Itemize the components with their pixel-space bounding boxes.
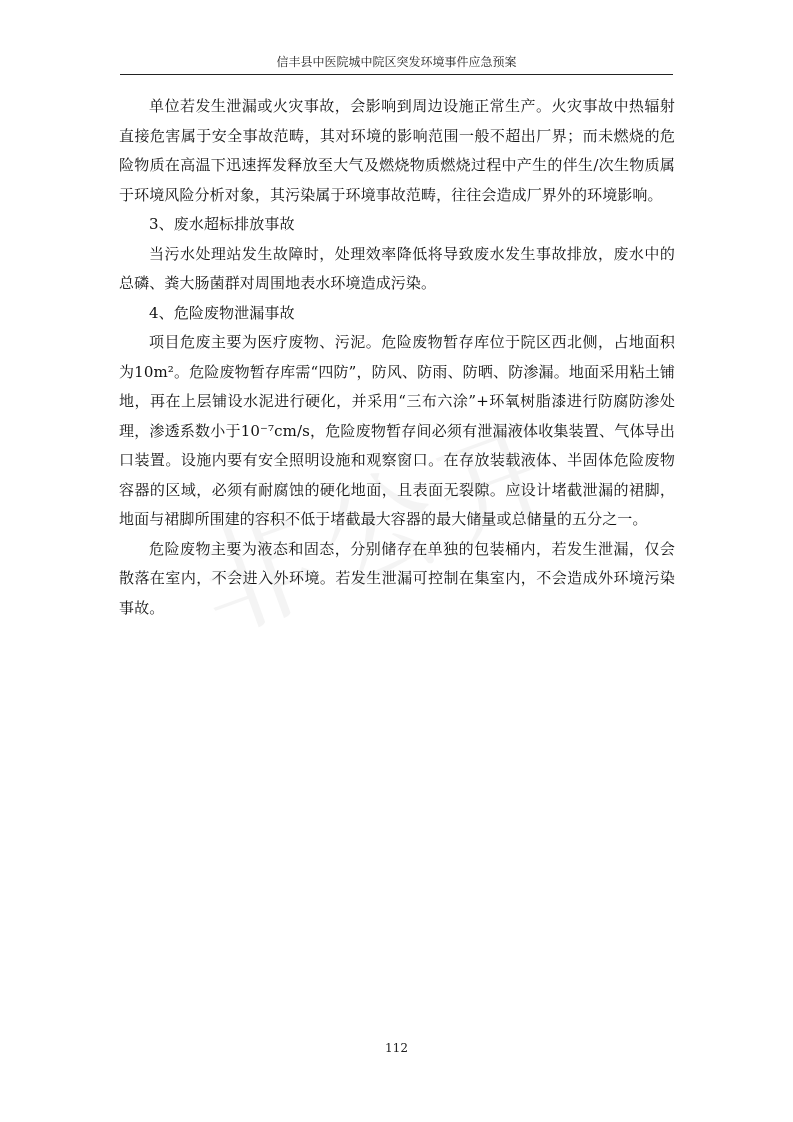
section-heading-hazardous-waste: 4、危险废物泄漏事故 xyxy=(149,303,295,322)
running-header xyxy=(120,52,673,75)
section-heading-wastewater: 3、废水超标排放事故 xyxy=(149,215,295,233)
paragraph-hazardous-waste-leak: 危险废物主要为液态和固态，分别储存在单独的包装桶内，若发生泄漏，仅会散落在室内，不会进入外环境。若发生泄漏可控制在集室内，不会造成外环境污染事故。 xyxy=(119,539,675,617)
page-number: 112 xyxy=(385,1041,408,1055)
document-title: 信丰县中医院城中院区突发环境事件应急预案 xyxy=(276,55,517,69)
body-text xyxy=(119,92,675,623)
paragraph-hazardous-waste-storage: 项目危废主要为医疗废物、污泥。危险废物暂存库位于院区西北侧，占地面积为10m²。危险废物暂存库需“四防”，防风、防雨、防晒、防渗漏。地面采用粘土铺地，再在上层铺设水泥进行硬化，并采用“三布六涂”+环氧树脂漆进行防腐防渗处理，渗透系数小于10⁻⁷cm/s，危险废物暂存间必须有泄漏液体收集装置、气体导出口装置。设施内要有安全照明设施和观察窗口。在存放装载液体、半固体危险废物容器的区域，必须有耐腐蚀的硬化地面，且表面无裂隙。应设计堵截泄漏的裙脚，地面与裙脚所围建的容积不低于堵截最大容器的最大储量或总储量的五分之一。 xyxy=(119,333,675,528)
paragraph-wastewater: 当污水处理站发生故障时，处理效率降低将导致废水发生事故排放，废水中的总磷、粪大肠菌群对周围地表水环境造成污染。 xyxy=(119,244,675,292)
paragraph-fire-impact: 单位若发生泄漏或火灾事故，会影响到周边设施正常生产。火灾事故中热辐射直接危害属于安全事故范畴，其对环境的影响范围一般不超出厂界；而未燃烧的危险物质在高温下迅速挥发释放至大气及燃烧物质燃烧过程中产生的伴生/次生物质属于环境风险分析对象，其污染属于环境事故范畴，往往会造成厂界外的环境影响。 xyxy=(119,97,675,204)
